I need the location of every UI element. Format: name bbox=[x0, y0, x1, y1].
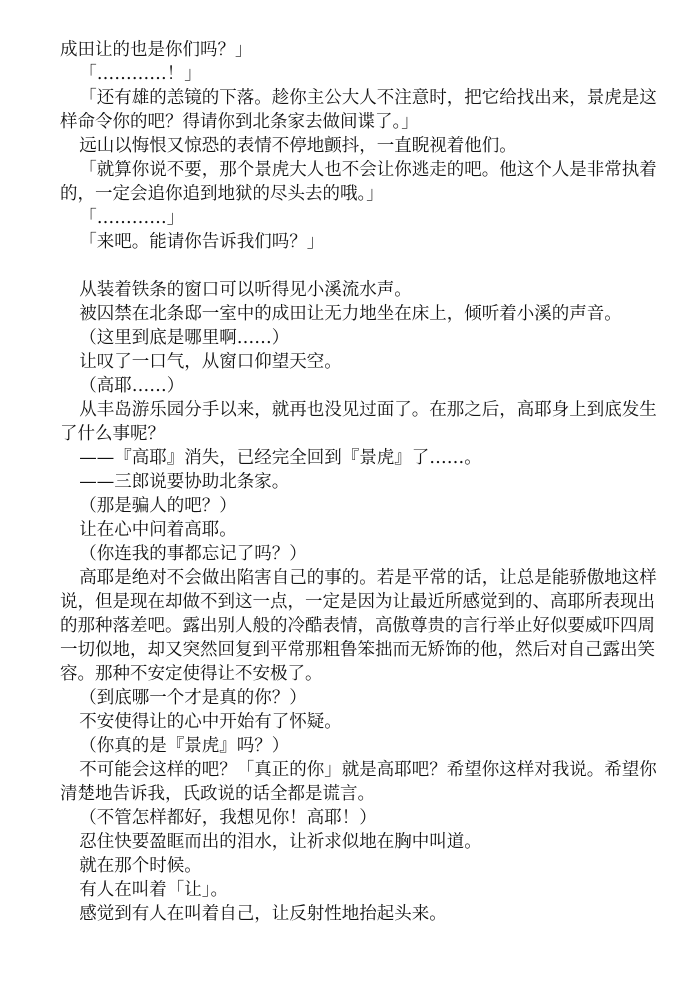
paragraph: 「还有雄的恙镜的下落。趁你主公大人不注意时，把它给找出来，景虎是这样命令你的吧？得请你到北条家去做间谍了。」 bbox=[60, 88, 657, 132]
paragraph: 让在心中问着高耶。 bbox=[79, 520, 237, 540]
paragraph: ——『高耶』消失，已经完全回到『景虎』了……。 bbox=[79, 448, 482, 468]
paragraph: 忍住快要盈眶而出的泪水，让祈求似地在胸中叫道。 bbox=[79, 832, 482, 852]
paragraph: 「来吧。能请你告诉我们吗？」 bbox=[79, 232, 325, 252]
paragraph: （到底哪一个才是真的你？） bbox=[79, 688, 307, 708]
paragraph: 成田让的也是你们吗？」 bbox=[60, 40, 253, 60]
paragraph: 远山以悔恨又惊恐的表情不停地颤抖，一直睨视着他们。 bbox=[79, 136, 517, 156]
paragraph: 有人在叫着「让」。 bbox=[79, 880, 228, 900]
paragraph: 「…………」 bbox=[79, 208, 185, 228]
paragraph: 「就算你说不要，那个景虎大人也不会让你逃走的吧。他这个人是非常执着的，一定会追你追到地狱的尽头去的哦。」 bbox=[60, 160, 657, 204]
paragraph: （你连我的事都忘记了吗？） bbox=[79, 544, 307, 564]
paragraph: 高耶是绝对不会做出陷害自己的事的。若是平常的话，让总是能骄傲地这样说，但是现在却做不到这一点，一定是因为让最近所感觉到的、高耶所表现出的那种落差吧。露出别人般的冷酷表情，高傲尊贵的言行举止好似要威吓四周一切似地，却又突然回复到平常那粗鲁笨拙而无矫饰的他，然后对自己露出笑容。那种不安定使得让不安极了。 bbox=[60, 568, 657, 684]
paragraph: 就在那个时候。 bbox=[79, 856, 202, 876]
paragraph: （那是骗人的吧？） bbox=[79, 496, 237, 516]
paragraph: 从丰岛游乐园分手以来，就再也没见过面了。在那之后，高耶身上到底发生了什么事呢？ bbox=[60, 400, 657, 444]
paragraph: 从装着铁条的窗口可以听得见小溪流水声。 bbox=[79, 280, 412, 300]
paragraph: 「…………！」 bbox=[79, 64, 202, 84]
paragraph: （这里到底是哪里啊……） bbox=[79, 328, 290, 348]
paragraph: 被囚禁在北条邸一室中的成田让无力地坐在床上，倾听着小溪的声音。 bbox=[79, 304, 622, 324]
paragraph: （不管怎样都好，我想见你！高耶！） bbox=[79, 808, 377, 828]
paragraph: 不安使得让的心中开始有了怀疑。 bbox=[79, 712, 342, 732]
page-body bbox=[60, 38, 660, 926]
section-break bbox=[60, 254, 660, 278]
paragraph: 感觉到有人在叫着自己，让反射性地抬起头来。 bbox=[79, 904, 447, 924]
paragraph: 不可能会这样的吧？「真正的你」就是高耶吧？希望你这样对我说。希望你清楚地告诉我，氏政说的话全都是谎言。 bbox=[60, 760, 657, 804]
paragraph: （高耶……） bbox=[79, 376, 185, 396]
paragraph: ——三郎说要协助北条家。 bbox=[79, 472, 290, 492]
paragraph: 让叹了一口气，从窗口仰望天空。 bbox=[79, 352, 342, 372]
paragraph: （你真的是『景虎』吗？） bbox=[79, 736, 290, 756]
